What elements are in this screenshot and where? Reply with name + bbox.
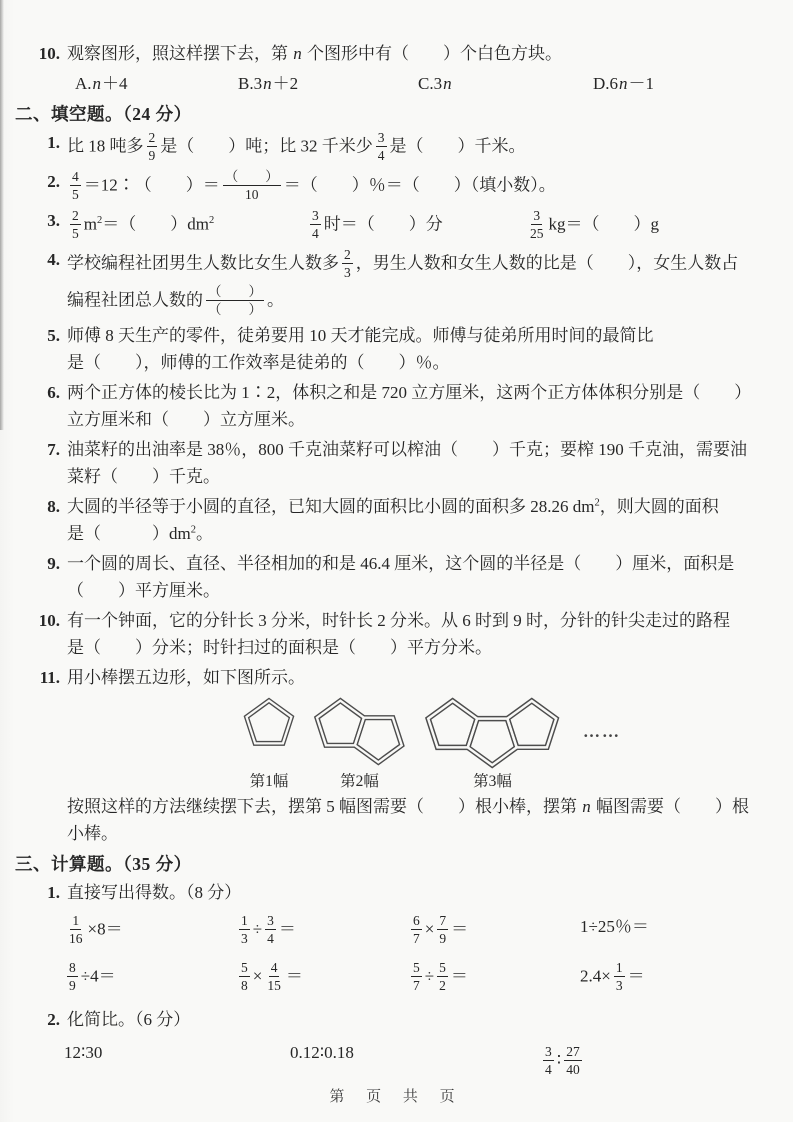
question-text: 小棒。 <box>67 824 118 843</box>
fraction: $\frac{5}{7}$ <box>413 960 420 993</box>
option-a: A.n＋4 <box>75 74 128 93</box>
subquestion-title: 直接写出得数。（8 分） <box>67 883 242 902</box>
question-number: 9. <box>47 554 60 573</box>
question-number: 10. <box>38 611 60 630</box>
conversion-item: $\frac{2}{5}$ $m^2=$（ ）$dm^2$ <box>72 208 215 241</box>
pentagon-figure-2 <box>311 697 408 769</box>
calc-item: $\frac{8}{9}$ ÷4＝ <box>69 960 116 993</box>
ratio-item: 12∶30 <box>64 1043 103 1062</box>
question-text: 用小棒摆五边形，如下图所示。 <box>67 668 305 687</box>
question-number: 2. <box>47 1010 60 1029</box>
question-choice-10 <box>30 40 763 97</box>
fraction: $\frac{7}{9}$ <box>439 913 447 946</box>
question-text: 师傅 8 天生产的零件，徒弟要用 10 天才能完成。师傅与徒弟所用时间的最简比 <box>67 326 654 345</box>
fraction: $\frac{5}{2}$ <box>439 960 446 993</box>
ratio-item: 0.12∶0.18 <box>290 1043 354 1062</box>
calc-item: $\frac{5}{8}$ × $\frac{4}{15}$ ＝ <box>241 960 303 993</box>
question-fill-11 <box>30 664 763 691</box>
fraction: $\frac{2}{5}$ <box>72 208 79 241</box>
fraction: $\frac{4}{5}$ <box>72 169 79 202</box>
conversion-item: $\frac{3}{4}$ 时＝（ ）分 <box>312 208 443 241</box>
calc-item: $\frac{1}{16}$ ×8＝ <box>69 913 123 946</box>
question-text: 学校编程社团男生人数比女生人数多 $\frac{2}{3}$ ，男生人数和女生人数的比是（ ），女生人数占 <box>67 247 739 280</box>
question-number: 4. <box>47 250 60 269</box>
question-text: 按照这样的方法继续摆下去，摆第 5 幅图需要（ ）根小棒，摆第 n 幅图需要（ ）根 <box>67 797 749 816</box>
fraction: $\frac{1}{16}$ <box>69 913 83 946</box>
question-text: 一个圆的周长、直径、半径相加的和是 46.4 厘米，这个圆的半径是（ ）厘米，面积是 <box>67 554 735 573</box>
question-text: 编程社团总人数的 $\frac{( )}{( )}$ 。 <box>67 284 284 317</box>
question-fill-2 <box>30 168 763 205</box>
fraction: $\frac{( )}{10}$ <box>224 169 279 202</box>
figure-3-column <box>424 697 561 793</box>
simplify-ratio-row <box>64 1043 763 1080</box>
calc-row-1 <box>64 912 763 949</box>
option-c: C.3n <box>418 74 452 93</box>
pentagon-figure-3 <box>424 697 561 769</box>
ratio-item: $\frac{3}{4}$ ∶ $\frac{27}{40}$ <box>545 1044 580 1077</box>
question-number: 2. <box>47 172 60 191</box>
question-fill-3 <box>30 207 763 244</box>
question-text: 是（ ）分米；时针扫过的面积是（ ）平方分米。 <box>67 638 492 657</box>
figure-label: 第2幅 <box>340 773 379 790</box>
fraction: $\frac{( )}{( )}$ <box>208 284 262 317</box>
question-text: 菜籽（ ）千克。 <box>67 467 220 486</box>
calc-item: 2.4× $\frac{1}{3}$ ＝ <box>580 960 645 993</box>
figure-label: 第3幅 <box>473 773 512 790</box>
fraction: $\frac{1}{3}$ <box>615 960 623 993</box>
option-d: D.6n－1 <box>593 74 655 93</box>
unit-conversion-row <box>67 207 763 244</box>
page-footer: 第 页 共 页 <box>329 1089 464 1105</box>
question-fill-7 <box>30 436 763 490</box>
question-number: 1. <box>47 133 60 152</box>
subquestion-title: 化简比。（6 分） <box>67 1010 191 1029</box>
calc-item: $\frac{1}{3}$ ÷ $\frac{3}{4}$ ＝ <box>241 913 296 946</box>
question-fill-5 <box>30 322 763 376</box>
question-fill-10 <box>30 607 763 661</box>
fraction: $\frac{2}{9}$ <box>148 130 156 163</box>
question-number: 7. <box>47 440 60 459</box>
question-11-continuation <box>30 793 763 847</box>
ellipsis-dots: …… <box>583 722 621 741</box>
question-text: 是（ ），师傅的工作效率是徒弟的（ ）％。 <box>67 353 450 372</box>
fraction: $\frac{3}{4}$ <box>312 208 319 241</box>
fraction: $\frac{2}{3}$ <box>344 247 351 280</box>
question-fill-9 <box>30 550 763 604</box>
calc-row-2 <box>64 959 763 996</box>
question-text: 油菜籽的出油率是 38％，800 千克油菜籽可以榨油（ ）千克；要榨 190 千克油，需要油 <box>67 440 747 459</box>
question-number: 11. <box>39 668 60 687</box>
option-b: B.3n＋2 <box>238 74 299 93</box>
section-2-title: 二、填空题。（24 分） <box>15 104 192 124</box>
choice-options <box>67 70 763 97</box>
fraction: $\frac{4}{15}$ <box>267 960 281 993</box>
figure-label: 第1幅 <box>249 773 289 790</box>
fraction: $\frac{1}{3}$ <box>241 913 248 946</box>
calc-item: $\frac{5}{7}$ ÷ $\frac{5}{2}$ ＝ <box>413 960 468 993</box>
question-fill-8 <box>30 493 763 547</box>
question-number: 3. <box>47 211 60 230</box>
question-text: 比 18 吨多 $\frac{2}{9}$ 是（ ）吨；比 32 千米少 $\frac{3}{4}$ 是（ ）千米。 <box>67 130 526 163</box>
fraction: $\frac{3}{4}$ <box>377 130 385 163</box>
section-3-title: 三、计算题。（35 分） <box>15 854 192 874</box>
question-text: （ ）平方厘米。 <box>67 581 220 600</box>
subquestion-simplify-ratio <box>30 1006 763 1033</box>
question-number: 5. <box>47 326 60 345</box>
conversion-item: $\frac{3}{25}$ kg＝（ ）g <box>530 208 659 241</box>
fraction: $\frac{27}{40}$ <box>566 1044 580 1077</box>
fraction: $\frac{5}{8}$ <box>241 960 248 993</box>
question-fill-4 <box>30 246 763 320</box>
question-text: 观察图形，照这样摆下去，第 n 个图形中有（ ）个白色方块。 <box>67 44 562 63</box>
question-number: 10. <box>38 44 60 63</box>
fraction: $\frac{8}{9}$ <box>69 960 76 993</box>
question-fill-6 <box>30 379 763 433</box>
question-number: 6. <box>47 383 60 402</box>
question-text: 有一个钟面，它的分针长 3 分米，时针长 2 分米。从 6 时到 9 时，分针的针尖走过的路程 <box>67 611 730 630</box>
question-text: 是（ ）$dm^2$。 <box>67 524 213 543</box>
pentagon-figure-1 <box>243 697 295 769</box>
fraction: $\frac{3}{25}$ <box>530 208 544 241</box>
question-text: 立方厘米和（ ）立方厘米。 <box>67 410 305 429</box>
question-number: 1. <box>47 883 60 902</box>
question-text: 两个正方体的棱长比为 1∶2，体积之和是 720 立方厘米，这两个正方体体积分别是（ ） <box>67 383 752 402</box>
question-text: $\frac{4}{5}$ ＝12∶（ ）＝ $\frac{( )}{10}$ ＝（ ）％＝（ ）（填小数）。 <box>72 169 556 202</box>
pentagon-figure-row <box>243 697 763 793</box>
fraction: $\frac{3}{4}$ <box>545 1044 552 1077</box>
figure-2-column <box>311 697 408 793</box>
fraction: $\frac{6}{7}$ <box>413 913 420 946</box>
question-body <box>67 40 763 97</box>
calc-item: $\frac{6}{7}$ × $\frac{7}{9}$ ＝ <box>413 913 469 946</box>
pentagon-3-drawing <box>424 697 561 769</box>
pentagon-2-drawing <box>311 697 408 766</box>
question-number: 8. <box>47 497 60 516</box>
question-fill-1 <box>30 129 763 166</box>
question-text: 大圆的半径等于小圆的直径，已知大圆的面积比小圆的面积多 28.26 $dm^2$，则大圆的面积 <box>67 497 719 516</box>
fraction: $\frac{3}{4}$ <box>267 913 274 946</box>
subquestion-direct-calc <box>30 879 763 906</box>
pentagon-1-drawing <box>243 697 295 748</box>
figure-1-column <box>243 697 295 793</box>
calc-item: 1÷25％＝ <box>580 917 649 936</box>
